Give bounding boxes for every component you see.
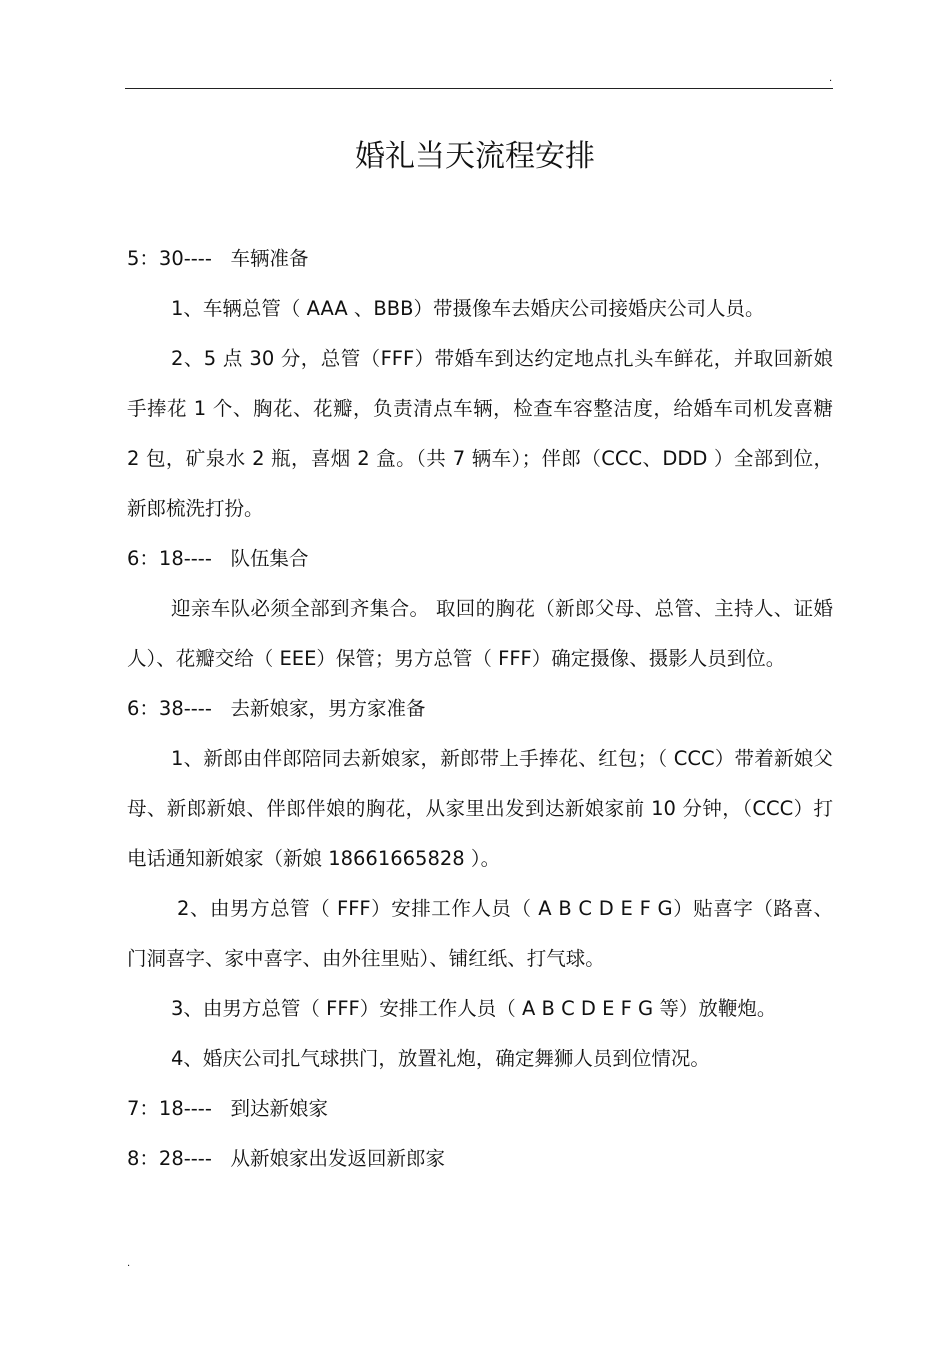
section-item: 1、车辆总管（ AAA 、BBB）带摄像车去婚庆公司接婚庆公司人员。: [171, 297, 765, 320]
footer-mark: .: [127, 1258, 131, 1269]
section-time-heading: 6：38---- 去新娘家，男方家准备: [127, 697, 426, 720]
section-time-heading: 7：18---- 到达新娘家: [127, 1097, 328, 1120]
section-item: 2、5 点 30 分，总管（FFF）带婚车到达约定地点扎头车鲜花，并取回新娘手捧花 1 个、胸花、花瓣，负责清点车辆，检查车容整洁度，给婚车司机发喜糖 2 包，矿泉水 2 瓶，喜烟 2 盒。（共 7 辆车）；伴郎（CCC、DDD ）全部到位，新郎梳洗打扮。: [127, 347, 833, 520]
header-rule: [125, 88, 833, 89]
section-item: 2、由男方总管（ FFF）安排工作人员（ A B C D E F G）贴喜字（路喜、门洞喜字、家中喜字、由外往里贴）、铺红纸、打气球。: [127, 897, 833, 970]
section-time-heading: 6：18---- 队伍集合: [127, 547, 309, 570]
section-item: 1、新郎由伴郎陪同去新娘家，新郎带上手捧花、红包；（ CCC）带着新娘父母、新郎新娘、伴郎伴娘的胸花，从家里出发到达新娘家前 10 分钟，（CCC）打电话通知新娘家（新娘 18661665828 ）。: [127, 747, 833, 870]
section-item: 3、由男方总管（ FFF）安排工作人员（ A B C D E F G 等）放鞭炮。: [171, 997, 777, 1020]
section-time-heading: 8：28---- 从新娘家出发返回新郎家: [127, 1147, 445, 1170]
header-mark: .: [829, 73, 833, 84]
document-body: [127, 234, 833, 1184]
section-item: 4、婚庆公司扎气球拱门，放置礼炮，确定舞狮人员到位情况。: [171, 1047, 710, 1070]
section-item: 迎亲车队必须全部到齐集合。 取回的胸花（新郎父母、总管、主持人、证婚人）、花瓣交给（ EEE）保管；男方总管（ FFF）确定摄像、摄影人员到位。: [127, 597, 833, 670]
document-title: 婚礼当天流程安排: [355, 139, 595, 174]
section-time-heading: 5：30---- 车辆准备: [127, 247, 309, 270]
